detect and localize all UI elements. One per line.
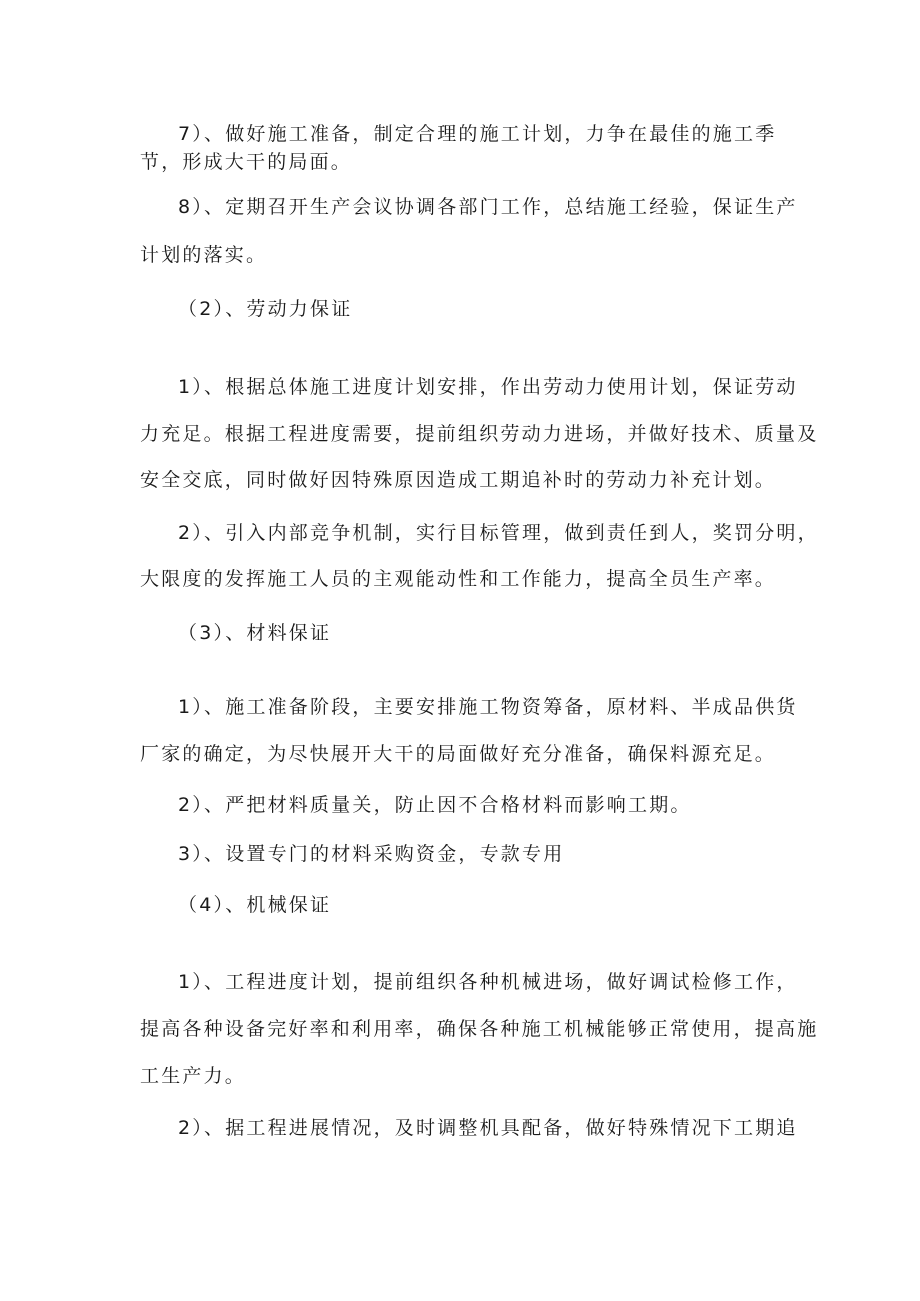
material-item-2: 2）、严把材料质量关，防止因不合格材料而影响工期。 — [178, 794, 692, 816]
section-heading-machinery: （4）、机械保证 — [178, 894, 332, 916]
section-heading-material: （3）、材料保证 — [178, 622, 332, 644]
labor-item-1-line-3: 安全交底，同时做好因特殊原因造成工期追补时的劳动力补充计划。 — [140, 469, 777, 491]
paragraph-8-line-2: 计划的落实。 — [140, 244, 268, 266]
paragraph-8-line-1: 8）、定期召开生产会议协调各部门工作，总结施工经验，保证生产 — [178, 196, 798, 218]
labor-item-2-line-1: 2）、引入内部竞争机制，实行目标管理，做到责任到人，奖罚分明， — [178, 522, 819, 544]
machinery-item-2-line-1: 2）、据工程进展情况，及时调整机具配备，做好特殊情况下工期追 — [178, 1117, 798, 1139]
machinery-item-1-line-2: 提高各种设备完好率和利用率，确保各种施工机械能够正常使用，提高施 — [140, 1018, 819, 1040]
paragraph-7-line-2: 节，形成大干的局面。 — [140, 151, 353, 173]
material-item-3: 3）、设置专门的材料采购资金，专款专用 — [178, 843, 565, 865]
labor-item-2-line-2: 大限度的发挥施工人员的主观能动性和工作能力，提高全员生产率。 — [140, 568, 777, 590]
material-item-1-line-1: 1）、施工准备阶段，主要安排施工物资筹备，原材料、半成品供货 — [178, 696, 798, 718]
machinery-item-1-line-1: 1）、工程进度计划，提前组织各种机械进场，做好调试检修工作， — [178, 971, 798, 993]
material-item-1-line-2: 厂家的确定，为尽快展开大干的局面做好充分准备，确保料源充足。 — [140, 743, 777, 765]
section-heading-labor: （2）、劳动力保证 — [178, 298, 353, 320]
paragraph-7-line-1: 7）、做好施工准备，制定合理的施工计划，力争在最佳的施工季 — [178, 123, 777, 145]
machinery-item-1-line-3: 工生产力。 — [140, 1065, 247, 1087]
labor-item-1-line-1: 1）、根据总体施工进度计划安排，作出劳动力使用计划，保证劳动 — [178, 376, 798, 398]
labor-item-1-line-2: 力充足。根据工程进度需要，提前组织劳动力进场，并做好技术、质量及 — [140, 423, 819, 445]
